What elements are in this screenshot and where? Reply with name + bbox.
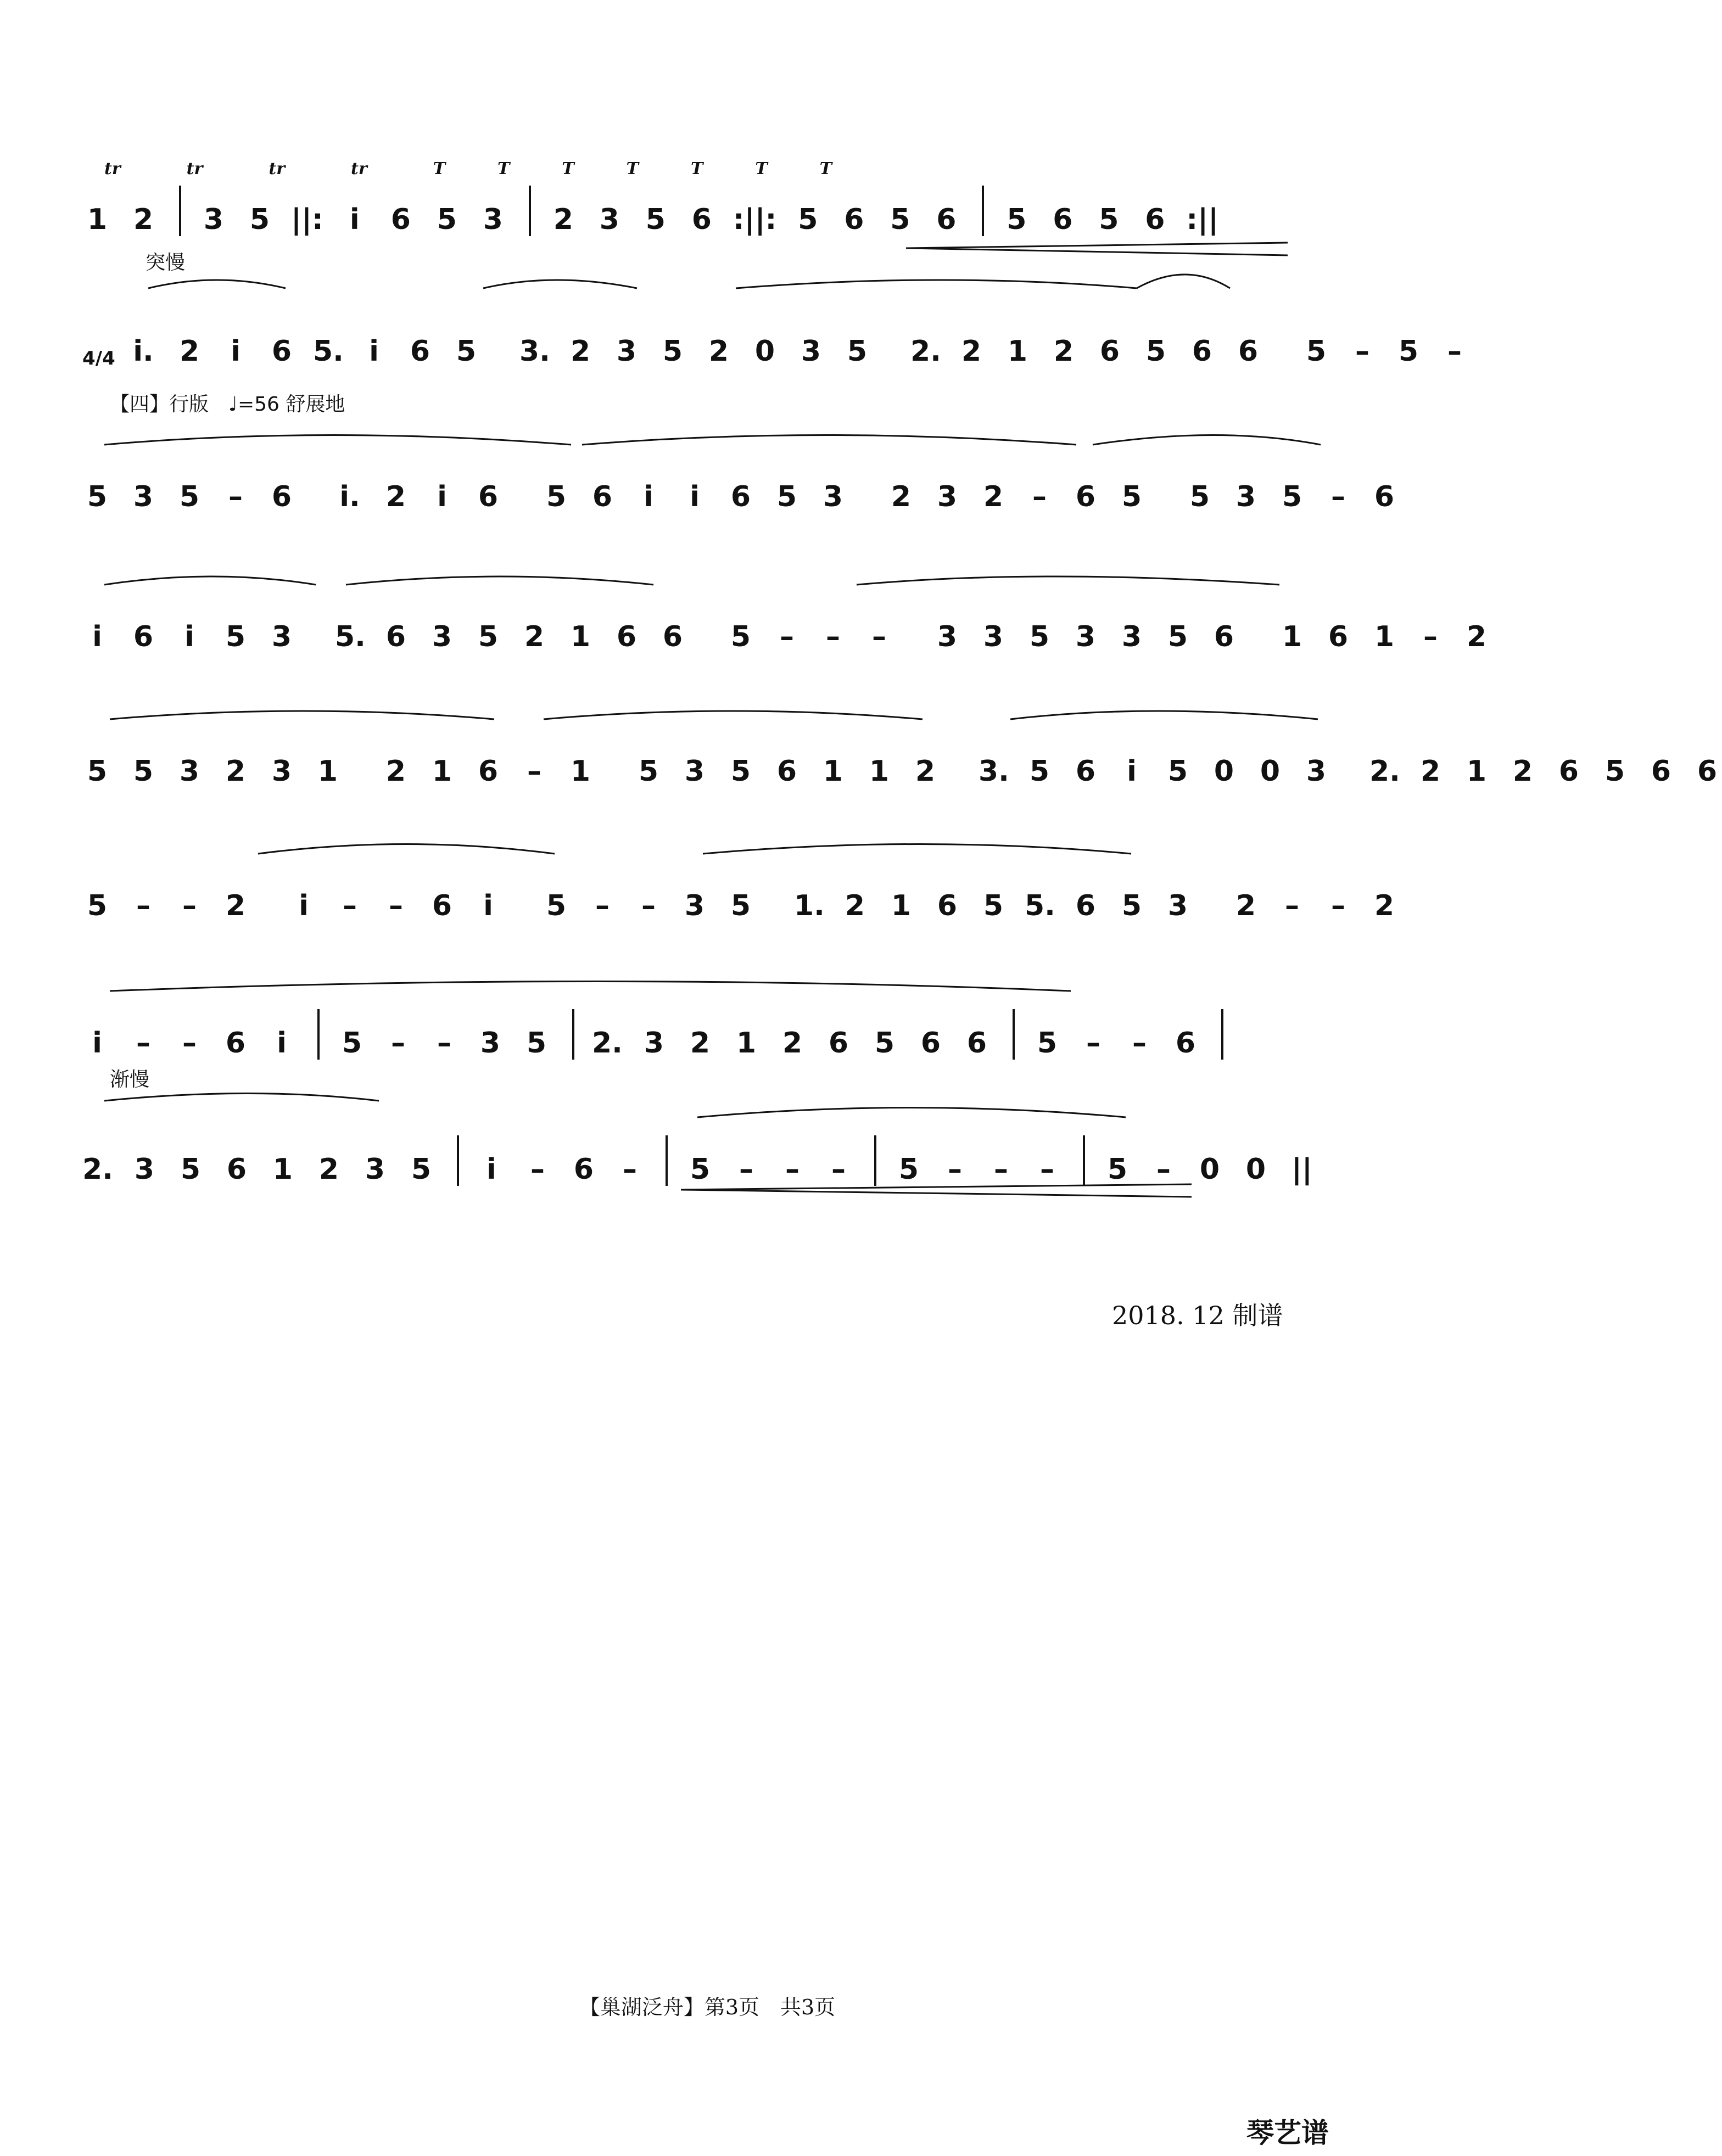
time-signature: 4/4 (82, 348, 115, 369)
score-note: 1 (823, 755, 843, 788)
score-note: 1 (736, 1027, 757, 1060)
page-footer: 【巢湖泛舟】第3页 共3页 (579, 1995, 836, 2019)
score-note: 6 (592, 480, 613, 513)
score-note: 5 (1189, 480, 1210, 513)
score-note: 6 (432, 889, 452, 922)
score-note: 6 (390, 203, 411, 236)
score-note: 3 (1121, 620, 1142, 653)
score-note: 2 (708, 335, 729, 368)
diminuendo-line-1 (681, 1184, 1192, 1190)
score-note: 5 (1029, 620, 1050, 653)
score-note: 5 (342, 1027, 362, 1060)
score-note: – (947, 1153, 962, 1186)
score-note: i (369, 335, 379, 368)
score-note: – (530, 1153, 545, 1186)
score-note: 6 (828, 1027, 849, 1060)
score-note: 5 (730, 889, 751, 922)
score-note: 3 (432, 620, 452, 653)
score-note: 5 (87, 755, 108, 788)
slur (104, 435, 571, 445)
ornament-mark: tr (104, 159, 121, 178)
slur (703, 844, 1131, 854)
ornament-mark: tr (351, 159, 367, 178)
score-note: i. (133, 335, 154, 368)
score-note: 2. (592, 1027, 623, 1060)
score-note: 5 (645, 203, 666, 236)
score-note: 3 (801, 335, 821, 368)
slur (148, 280, 286, 288)
score-note: 6 (1214, 620, 1234, 653)
score-note: – (1331, 889, 1345, 922)
score-note: 2 (782, 1027, 803, 1060)
score-note: 6 (1374, 480, 1395, 513)
score-note: 3 (203, 203, 224, 236)
crescendo-line-2 (906, 248, 1288, 255)
score-note: – (1447, 335, 1462, 368)
score-note: 3 (1075, 620, 1096, 653)
score-note: 6 (936, 203, 957, 236)
score-note: 3 (616, 335, 637, 368)
score-note: 5 (1121, 480, 1142, 513)
score-note: 5 (1167, 755, 1188, 788)
score-note: 3 (684, 755, 705, 788)
score-note: 1 (317, 755, 338, 788)
score-note: 5 (478, 620, 499, 653)
score-note: 5 (730, 620, 751, 653)
score-note: 2 (524, 620, 545, 653)
score-note: i (277, 1027, 287, 1060)
score-note: 6 (1053, 203, 1073, 236)
score-note: :|| (1186, 203, 1219, 236)
diminuendo-line-2 (681, 1190, 1192, 1197)
score-note: 0 (1245, 1153, 1266, 1186)
score-note: – (622, 1153, 637, 1186)
score-note: – (343, 889, 357, 922)
score-note: 6 (1697, 755, 1718, 788)
score-note: 1 (869, 755, 890, 788)
score-note: – (182, 889, 197, 922)
score-note: 2. (82, 1153, 113, 1186)
score-note: – (826, 620, 840, 653)
score-note: 6 (966, 1027, 987, 1060)
score-note: – (389, 889, 403, 922)
score-note: 3 (644, 1027, 664, 1060)
ornament-mark: T (562, 159, 574, 178)
score-note: 6 (691, 203, 712, 236)
score-note: 6 (920, 1027, 941, 1060)
score-note: 5 (662, 335, 683, 368)
slur (582, 435, 1076, 445)
score-note: 6 (271, 335, 292, 368)
score-note: – (136, 889, 150, 922)
score-note: 6 (478, 755, 499, 788)
score-note: 5 (133, 755, 154, 788)
score-note: 6 (1099, 335, 1120, 368)
score-note: 5 (1107, 1153, 1128, 1186)
score-note: 5 (874, 1027, 895, 1060)
score-note: i (185, 620, 194, 653)
score-note: 3 (599, 203, 619, 236)
score-note: i (690, 480, 700, 513)
score-note: – (391, 1027, 405, 1060)
score-note: 6 (1145, 203, 1165, 236)
ornament-mark: T (755, 159, 768, 178)
score-note: 1 (1007, 335, 1028, 368)
score-note: i (231, 335, 241, 368)
score-note: – (1331, 480, 1345, 513)
score-note: 2 (915, 755, 936, 788)
score-note: 6 (410, 335, 431, 368)
score-note: 2 (385, 755, 406, 788)
score-note: 3. (979, 755, 1009, 788)
score-note: 6 (226, 1153, 247, 1186)
score-note: 2 (1053, 335, 1074, 368)
score-note: 6 (478, 480, 499, 513)
score-note: 5 (798, 203, 818, 236)
score-note: i. (339, 480, 360, 513)
score-note: 5 (730, 755, 751, 788)
score-note: – (1039, 1153, 1054, 1186)
score-note: 5 (1099, 203, 1119, 236)
score-note: – (641, 889, 656, 922)
score-note: i (349, 203, 360, 236)
score-note: 2 (318, 1153, 339, 1186)
score-note: 1 (570, 620, 591, 653)
score-note: 6 (1558, 755, 1579, 788)
score-note: 5 (456, 335, 477, 368)
ornament-mark: T (433, 159, 446, 178)
score-note: 1 (570, 755, 591, 788)
score-note: 1 (1282, 620, 1302, 653)
score-note: i (437, 480, 447, 513)
site-logo: 琴艺谱 (1246, 2117, 1329, 2149)
score-note: i (644, 480, 653, 513)
score-note: 3. (519, 335, 550, 368)
score-note: 6 (844, 203, 864, 236)
score-note: – (1423, 620, 1438, 653)
score-note: 2 (133, 203, 154, 236)
slur (697, 1108, 1126, 1118)
score-note: 5 (776, 480, 797, 513)
score-note: – (1285, 889, 1299, 922)
score-note: 5 (87, 889, 108, 922)
ornament-mark: T (819, 159, 832, 178)
score-note: 5 (546, 889, 567, 922)
score-note: 5 (225, 620, 246, 653)
slur (1137, 275, 1230, 288)
score-note: 5 (847, 335, 868, 368)
score-note: 3 (1167, 889, 1188, 922)
score-note: 6 (616, 620, 637, 653)
score-note: – (595, 889, 610, 922)
score-note: 5 (1145, 335, 1166, 368)
score-note: 1 (1374, 620, 1395, 653)
slur (857, 576, 1279, 585)
score-note: 5 (437, 203, 457, 236)
score-note: 3 (1306, 755, 1327, 788)
score-note: 5 (898, 1153, 919, 1186)
score-note: 6 (662, 620, 683, 653)
score-note: 6 (1192, 335, 1212, 368)
score-note: 0 (1214, 755, 1234, 788)
score-note: 1 (272, 1153, 293, 1186)
score-note: 6 (776, 755, 797, 788)
score-note: 2 (570, 335, 591, 368)
score-note: :||: (733, 203, 777, 236)
score-note: 3 (1235, 480, 1256, 513)
score-note: 2 (1466, 620, 1487, 653)
score-note: 3 (483, 203, 503, 236)
ornament-mark: T (626, 159, 639, 178)
slur (258, 844, 555, 854)
score-note: 5 (1029, 755, 1050, 788)
score-note: – (780, 620, 794, 653)
score-note: i (92, 620, 102, 653)
score-note: 2 (179, 335, 200, 368)
score-note: 5 (638, 755, 659, 788)
date-note: 2018. 12 制谱 (1112, 1301, 1283, 1330)
score-note: 6 (1238, 335, 1259, 368)
ornament-mark: T (497, 159, 510, 178)
slur (104, 576, 316, 585)
score-note: 6 (225, 1027, 246, 1060)
score-note: 3 (271, 755, 292, 788)
score-note: 5. (313, 335, 344, 368)
score-note: – (136, 1027, 150, 1060)
score-note: 2 (845, 889, 865, 922)
score-note: 3 (937, 480, 958, 513)
slur (544, 711, 923, 719)
score-note: 5 (1037, 1027, 1058, 1060)
score-note: – (739, 1153, 753, 1186)
tempo-label-1: 突慢 (146, 251, 186, 274)
score-note: 0 (754, 335, 775, 368)
score-note: – (993, 1153, 1008, 1186)
score-note: 5 (690, 1153, 711, 1186)
score-note: 5 (1398, 335, 1419, 368)
score-note: 3 (823, 480, 843, 513)
score-note: 3 (134, 1153, 155, 1186)
score-note: i (92, 1027, 102, 1060)
score-note: 2 (690, 1027, 711, 1060)
score-note: 5 (249, 203, 270, 236)
score-note: 5 (983, 889, 1004, 922)
score-note: 5 (546, 480, 567, 513)
slur (110, 982, 1071, 992)
score-note: 5. (335, 620, 366, 653)
score-note: 5. (1025, 889, 1055, 922)
crescendo-line-1 (906, 243, 1288, 248)
score-note: 6 (573, 1153, 594, 1186)
score-note: 2 (983, 480, 1004, 513)
score-note: – (872, 620, 886, 653)
score-note: 5 (1282, 480, 1302, 513)
score-note: i (1127, 755, 1137, 788)
score-note: 6 (385, 620, 406, 653)
score-note: 6 (937, 889, 958, 922)
score-note: 5 (1167, 620, 1188, 653)
score-note: – (1132, 1027, 1147, 1060)
score-note: 2 (1512, 755, 1533, 788)
score-note: 2 (225, 889, 246, 922)
score-note: – (1086, 1027, 1100, 1060)
score-note: 5 (411, 1153, 432, 1186)
score-note: || (1291, 1153, 1312, 1186)
slur (110, 711, 494, 719)
tempo-label-2: 渐慢 (110, 1068, 150, 1091)
score-note: – (437, 1027, 451, 1060)
score-note: 2 (225, 755, 246, 788)
score-note: 6 (1175, 1027, 1196, 1060)
score-note: 2 (1374, 889, 1395, 922)
score-note: – (1032, 480, 1047, 513)
score-note: – (785, 1153, 800, 1186)
slur (104, 1094, 379, 1101)
ornament-mark: tr (186, 159, 203, 178)
score-note: 6 (1651, 755, 1671, 788)
slur (346, 576, 653, 585)
score-note: 5 (1121, 889, 1142, 922)
score-note: 2 (553, 203, 573, 236)
score-note: 2 (1235, 889, 1256, 922)
score-note: 1 (891, 889, 912, 922)
score-note: – (831, 1153, 846, 1186)
score-note: 2. (1369, 755, 1400, 788)
score-note: 3 (937, 620, 958, 653)
score-note: i (487, 1153, 496, 1186)
score-note: 5 (1007, 203, 1027, 236)
score-note: – (228, 480, 243, 513)
score-note: 5 (87, 480, 108, 513)
slur (736, 280, 1137, 288)
score-note: 2 (1420, 755, 1441, 788)
score-note: 1. (794, 889, 825, 922)
score-note: 2. (910, 335, 941, 368)
section-label-4: 【四】行版 ♩=56 舒展地 (110, 393, 345, 416)
score-note: 5 (1306, 335, 1327, 368)
slur (1010, 711, 1318, 719)
score-note: 0 (1199, 1153, 1220, 1186)
score-note: i (299, 889, 309, 922)
score-note: – (527, 755, 541, 788)
score-note: 6 (1075, 889, 1096, 922)
score-note: 6 (1075, 480, 1096, 513)
score-note: ||: (291, 203, 323, 236)
score-note: 6 (1075, 755, 1096, 788)
ornament-mark: tr (269, 159, 286, 178)
score-note: – (1355, 335, 1369, 368)
score-note: 5 (179, 480, 200, 513)
score-note: 2 (891, 480, 912, 513)
score-note: 3 (365, 1153, 385, 1186)
score-note: 6 (271, 480, 292, 513)
score-note: 3 (271, 620, 292, 653)
score-note: 1 (87, 203, 108, 236)
score-note: 1 (1466, 755, 1487, 788)
score-note: 3 (133, 480, 154, 513)
ornament-mark: T (691, 159, 703, 178)
score-note: 3 (179, 755, 200, 788)
score-note: 3 (684, 889, 705, 922)
score-note: – (1156, 1153, 1171, 1186)
score-note: 5 (890, 203, 910, 236)
slur (483, 280, 637, 288)
slur (1093, 435, 1321, 445)
score-note: i (483, 889, 493, 922)
score-note: 2 (961, 335, 982, 368)
score-note: 2 (385, 480, 406, 513)
score-note: 6 (133, 620, 154, 653)
score-note: 3 (983, 620, 1004, 653)
score-note: 0 (1260, 755, 1281, 788)
score-note: 5 (526, 1027, 547, 1060)
score-note: 5 (1604, 755, 1625, 788)
score-note: – (182, 1027, 197, 1060)
score-note: 6 (730, 480, 751, 513)
score-note: 1 (432, 755, 452, 788)
score-note: 3 (480, 1027, 501, 1060)
score-note: 5 (180, 1153, 201, 1186)
score-note: 6 (1328, 620, 1349, 653)
